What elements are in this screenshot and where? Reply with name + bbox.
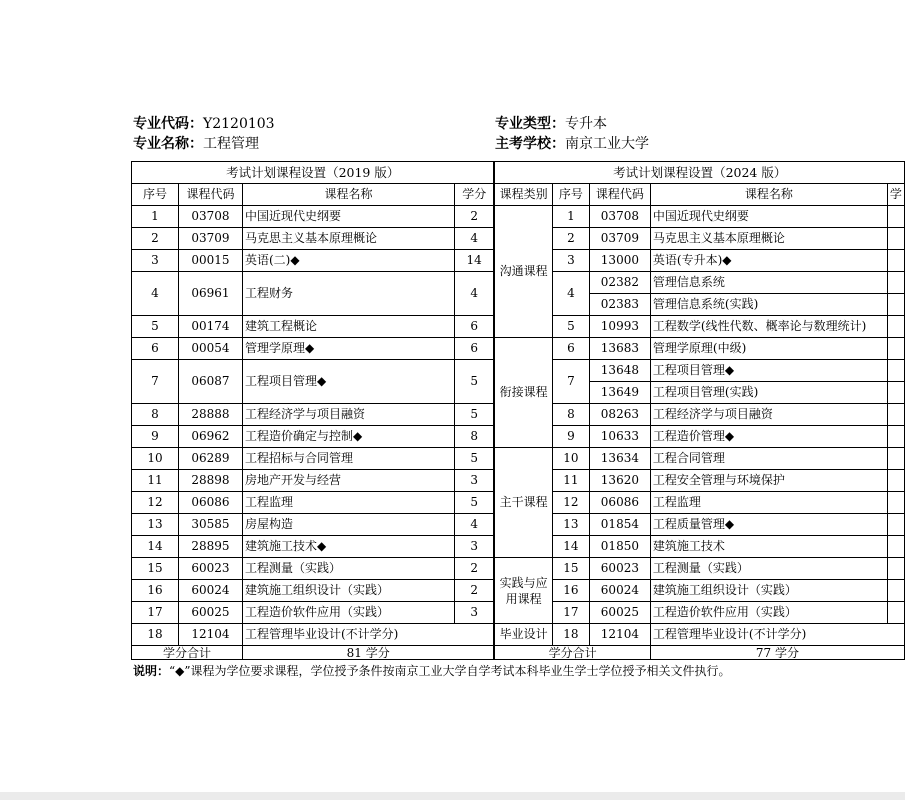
cell [887,294,904,316]
cell: 13620 [589,470,650,492]
cell: 28898 [178,470,242,492]
total-value-2019: 81 学分 [242,646,494,660]
cell: 02383 [589,294,650,316]
category-cell: 沟通课程 [494,206,552,338]
cell: 4 [454,272,494,316]
column-header-row [132,184,905,206]
cell: 06086 [178,492,242,514]
caption-2019: 考试计划课程设置（2019 版） [132,162,495,184]
table-row [132,448,905,470]
cell: 工程安全管理与环境保护 [650,470,887,492]
cell: 2 [454,206,494,228]
cell: 5 [454,492,494,514]
cell: 3 [552,250,589,272]
cell: 马克思主义基本原理概论 [242,228,454,250]
cell: 建筑施工技术◆ [242,536,454,558]
cell: 03709 [178,228,242,250]
cell: 工程合同管理 [650,448,887,470]
total-row [132,646,905,660]
cell: 08263 [589,404,650,426]
cell: 4 [552,272,589,316]
cell: 01854 [589,514,650,536]
cell: 16 [552,580,589,602]
cell [887,228,904,250]
cell: 9 [552,426,589,448]
table-row [132,206,905,228]
cell: 工程质量管理◆ [650,514,887,536]
cell: 14 [132,536,179,558]
cell: 2 [132,228,179,250]
cell: 28895 [178,536,242,558]
cell: 工程经济学与项目融资 [242,404,454,426]
cell [887,580,904,602]
cell: 管理学原理◆ [242,338,454,360]
cell: 6 [132,338,179,360]
cell: 03708 [178,206,242,228]
caption-row [132,162,905,184]
cell: 12104 [589,624,650,646]
cell [887,272,904,294]
cell [887,470,904,492]
major-name-value: 工程管理 [203,136,259,152]
cell: 8 [454,426,494,448]
cell: 中国近现代史纲要 [650,206,887,228]
cell: 4 [454,514,494,536]
cell: 06289 [178,448,242,470]
cell [887,338,904,360]
course-table [131,161,905,660]
cell: 02382 [589,272,650,294]
cell: 13634 [589,448,650,470]
cell: 建筑施工组织设计（实践） [650,580,887,602]
cell: 9 [132,426,179,448]
cell: 工程监理 [242,492,454,514]
cell: 13000 [589,250,650,272]
cell: 3 [132,250,179,272]
cell: 7 [132,360,179,404]
exam-school-label: 主考学校： [495,136,565,152]
col-header: 课程代码 [589,184,650,206]
cell: 工程财务 [242,272,454,316]
cell: 5 [454,360,494,404]
cell: 10993 [589,316,650,338]
cell: 8 [552,404,589,426]
cell: 06087 [178,360,242,404]
cell: 18 [552,624,589,646]
major-type [495,115,607,133]
cell: 60025 [589,602,650,624]
cell [887,448,904,470]
cell: 1 [132,206,179,228]
category-cell: 衔接课程 [494,338,552,448]
cell: 11 [132,470,179,492]
cell: 60023 [178,558,242,580]
cell: 00054 [178,338,242,360]
exam-school-value: 南京工业大学 [565,136,649,152]
cell: 3 [454,602,494,624]
cell: 13683 [589,338,650,360]
cell: 7 [552,360,589,404]
col-header: 序号 [132,184,179,206]
major-code-value: Y2120103 [203,116,275,132]
category-cell: 主干课程 [494,448,552,558]
cell: 建筑工程概论 [242,316,454,338]
exam-school [495,135,649,153]
cell: 15 [552,558,589,580]
cell: 工程项目管理◆ [650,360,887,382]
cell: 5 [454,448,494,470]
bottom-scroll-area [0,792,905,800]
cell: 60025 [178,602,242,624]
col-header: 学分 [454,184,494,206]
cell: 工程项目管理◆ [242,360,454,404]
cell: 6 [454,316,494,338]
cell: 06962 [178,426,242,448]
cell: 60024 [178,580,242,602]
cell: 英语(专升本)◆ [650,250,887,272]
cell [887,536,904,558]
cell: 工程监理 [650,492,887,514]
cell: 13 [132,514,179,536]
cell: 13649 [589,382,650,404]
cell: 5 [552,316,589,338]
cell: 建筑施工组织设计（实践） [242,580,454,602]
cell: 英语(二)◆ [242,250,454,272]
cell: 30585 [178,514,242,536]
cell: 工程造价软件应用（实践） [650,602,887,624]
major-type-value: 专升本 [565,116,607,132]
cell: 工程测量（实践） [650,558,887,580]
category-cell: 毕业设计 [494,624,552,646]
cell: 马克思主义基本原理概论 [650,228,887,250]
cell [887,316,904,338]
cell: 5 [132,316,179,338]
cell [887,492,904,514]
total-label-2024: 学分合计 [494,646,650,660]
cell: 3 [454,536,494,558]
cell: 12 [552,492,589,514]
cell: 00015 [178,250,242,272]
cell [887,250,904,272]
cell: 60024 [589,580,650,602]
cell: 13648 [589,360,650,382]
cell: 2 [552,228,589,250]
col-header: 课程类别 [494,184,552,206]
footnote-text: “◆”课程为学位要求课程，学位授予条件按南京工业大学自学考试本科毕业生学士学位授予相关文件执行。 [169,664,731,678]
col-header: 序号 [552,184,589,206]
cell: 00174 [178,316,242,338]
cell: 房屋构造 [242,514,454,536]
cell: 工程造价确定与控制◆ [242,426,454,448]
cell: 15 [132,558,179,580]
cell [887,426,904,448]
cell: 8 [132,404,179,426]
cell: 2 [454,558,494,580]
major-type-label: 专业类型： [495,116,565,132]
cell: 03709 [589,228,650,250]
cell [887,558,904,580]
cell: 60023 [589,558,650,580]
cell: 11 [552,470,589,492]
cell [887,360,904,382]
cell: 16 [132,580,179,602]
cell: 17 [132,602,179,624]
cell [887,382,904,404]
cell: 工程管理毕业设计(不计学分) [650,624,904,646]
cell: 中国近现代史纲要 [242,206,454,228]
cell: 06961 [178,272,242,316]
cell: 18 [132,624,179,646]
cell [887,404,904,426]
major-name [133,135,259,153]
cell: 房地产开发与经营 [242,470,454,492]
cell: 管理学原理(中级) [650,338,887,360]
cell: 17 [552,602,589,624]
cell: 管理信息系统 [650,272,887,294]
caption-2024: 考试计划课程设置（2024 版） [494,162,904,184]
cell: 13 [552,514,589,536]
table-row [132,338,905,360]
cell: 建筑施工技术 [650,536,887,558]
cell: 12104 [178,624,242,646]
cell: 管理信息系统(实践) [650,294,887,316]
cell: 工程造价软件应用（实践） [242,602,454,624]
cell [887,514,904,536]
cell: 10 [552,448,589,470]
cell: 3 [454,470,494,492]
col-header: 学 [887,184,904,206]
cell: 5 [454,404,494,426]
cell: 4 [132,272,179,316]
major-code [133,115,275,133]
cell: 工程项目管理(实践) [650,382,887,404]
major-name-label: 专业名称： [133,136,203,152]
cell: 14 [454,250,494,272]
cell: 2 [454,580,494,602]
cell: 1 [552,206,589,228]
category-cell: 实践与应用课程 [494,558,552,624]
total-label-2019: 学分合计 [132,646,243,660]
cell: 10 [132,448,179,470]
cell: 12 [132,492,179,514]
col-header: 课程名称 [650,184,887,206]
footnote [133,662,731,679]
col-header: 课程名称 [242,184,454,206]
cell: 工程测量（实践） [242,558,454,580]
major-code-label: 专业代码： [133,116,203,132]
footnote-label: 说明： [133,664,170,678]
cell: 工程管理毕业设计(不计学分) [242,624,494,646]
cell: 工程经济学与项目融资 [650,404,887,426]
cell: 28888 [178,404,242,426]
cell: 6 [552,338,589,360]
cell: 03708 [589,206,650,228]
cell: 工程数学(线性代数、概率论与数理统计) [650,316,887,338]
cell: 工程造价管理◆ [650,426,887,448]
table-row [132,558,905,580]
cell: 14 [552,536,589,558]
cell: 4 [454,228,494,250]
cell: 10633 [589,426,650,448]
cell [887,206,904,228]
table-row [132,624,905,646]
cell: 6 [454,338,494,360]
cell: 01850 [589,536,650,558]
col-header: 课程代码 [178,184,242,206]
cell [887,602,904,624]
cell: 06086 [589,492,650,514]
total-value-2024: 77 学分 [650,646,904,660]
cell: 工程招标与合同管理 [242,448,454,470]
